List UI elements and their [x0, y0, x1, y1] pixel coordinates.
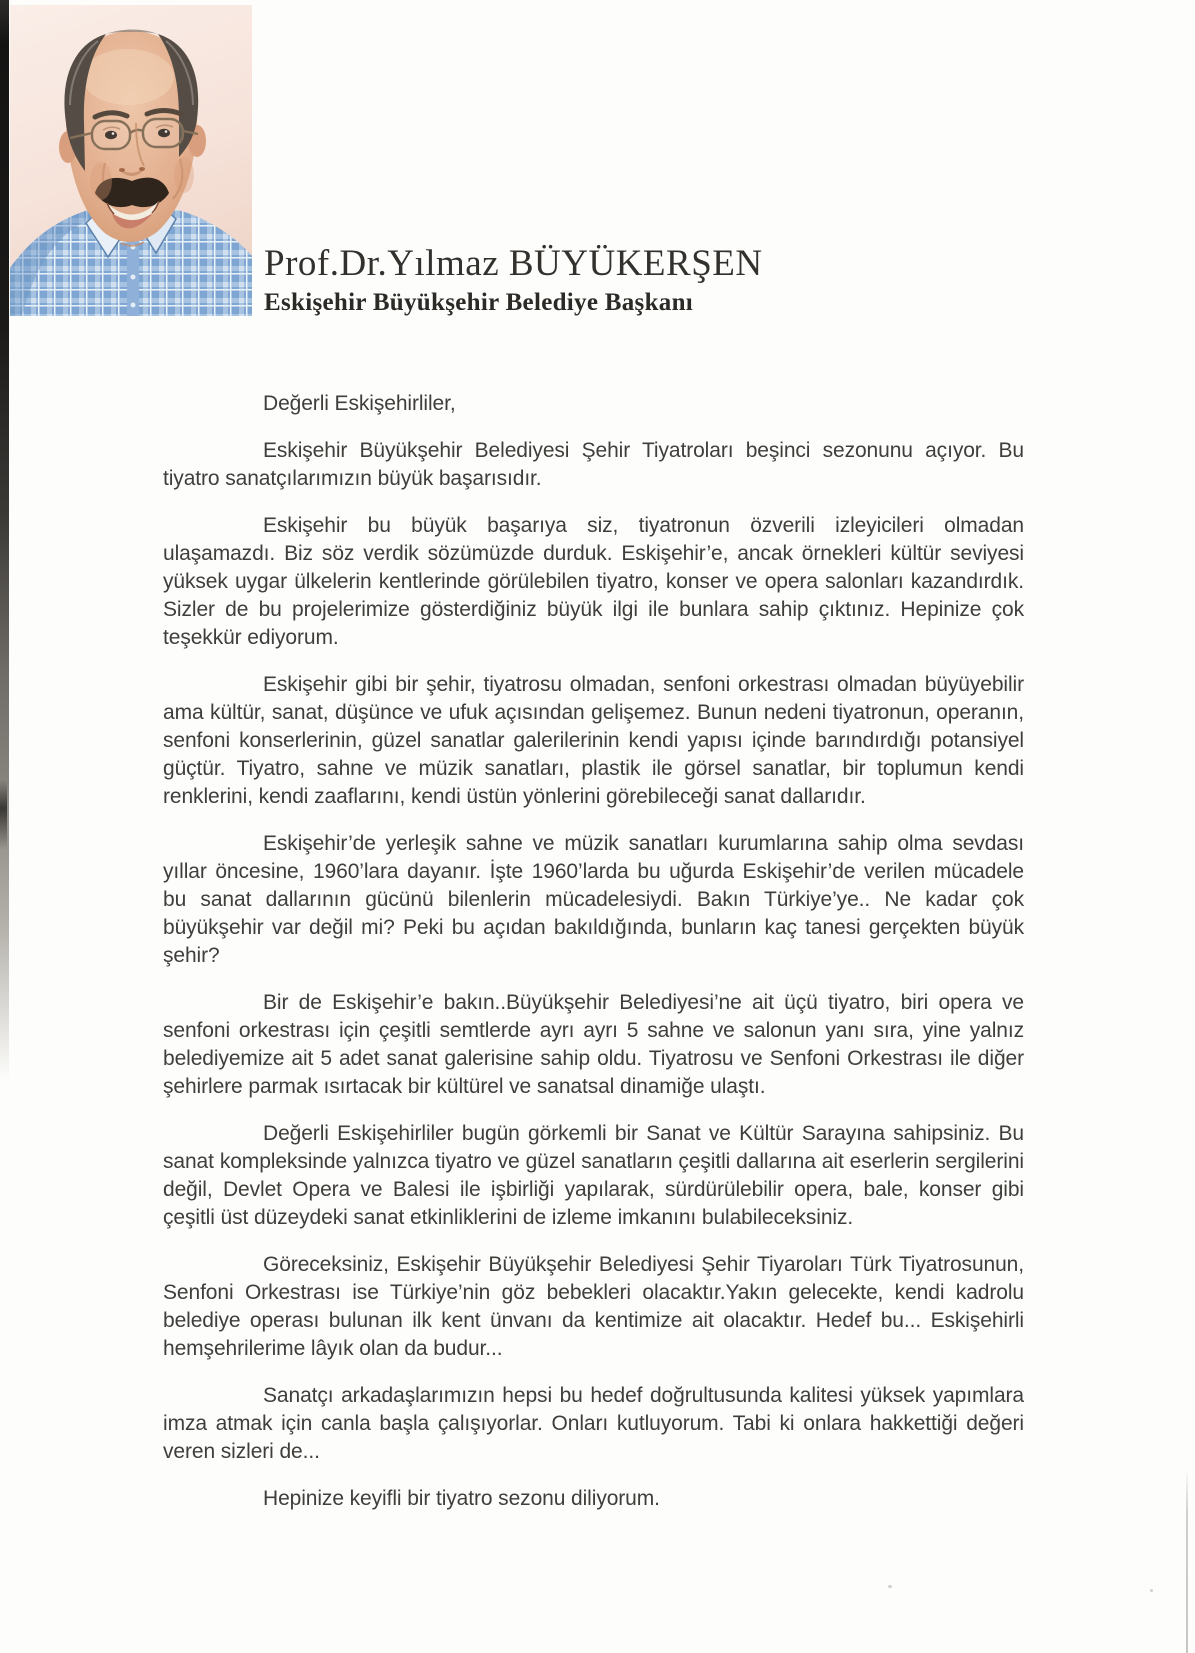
- letter-paragraph-8: Sanatçı arkadaşlarımızın hepsi bu hedef doğrultusunda kalitesi yüksek yapımlara imza atmak için canla başla çalışıyorlar. Onları kutluyorum. Tabi ki onlara hakkettiği değeri veren sizleri de...: [163, 1384, 1024, 1463]
- author-name: Prof.Dr.Yılmaz BÜYÜKERŞEN: [264, 243, 763, 284]
- header-titles: [264, 243, 763, 318]
- letter-body: [163, 390, 1024, 1513]
- mayor-portrait-photo: [10, 5, 252, 316]
- salutation: Değerli Eskişehirliler,: [263, 392, 456, 415]
- closing-line: Hepinize keyifli bir tiyatro sezonu diliyorum.: [263, 1487, 660, 1510]
- letter-paragraph-3: Eskişehir gibi bir şehir, tiyatrosu olmadan, senfoni orkestrası olmadan büyüyebilir ama kültür, sanat, düşünce ve ufuk açısından gelişemez. Bunun nedeni tiyatronun, operanın, senfoni konserlerinin, güzel sanatlar galerilerinin kendi yapısı içinde barındırdığı potansiyel güçtür. Tiyatro, sahne ve müzik sanatları, plastik ile görsel sanatlar, bir toplumun kendi renklerini, kendi zaaflarını, kendi üstün yönlerini görebileceği sanat dallarıdır.: [163, 673, 1024, 808]
- letter-paragraph-5: Bir de Eskişehir’e bakın..Büyükşehir Belediyesi’ne ait üçü tiyatro, biri opera ve senfoni orkestrası için çeşitli semtlerde ayrı ayrı 5 sahne ve salonun yanı sıra, yine yalnız belediyemize ait 5 adet sanat galerisine sahip oldu. Tiyatrosu ve Senfoni Orkestrası ile diğer şehirlere parmak ısırtacak bir kültürel ve sanatsal dinamiğe ulaştı.: [163, 991, 1024, 1098]
- mayor-portrait-illustration: [10, 5, 252, 316]
- author-role: Eskişehir Büyükşehir Belediye Başkanı: [264, 289, 694, 316]
- scan-edge-artifact-right: [1186, 1468, 1188, 1653]
- letter-paragraph-7: Göreceksiniz, Eskişehir Büyükşehir Belediyesi Şehir Tiyaroları Türk Tiyatrosunun, Senfoni Orkestrası ise Türkiye’nin göz bebekleri olacaktır.Yakın gelecekte, kendi kadrolu belediye operası bulunan ilk kent ünvanı da kentimize ait olacaktır. Hedef bu... Eskişehirli hemşehrilerime lâyık olan da budur...: [163, 1253, 1024, 1360]
- letter-paragraph-1: Eskişehir Büyükşehir Belediyesi Şehir Tiyatroları beşinci sezonunu açıyor. Bu tiyatro sanatçılarımızın büyük başarısıdır.: [163, 439, 1024, 490]
- letter-paragraph-4: Eskişehir’de yerleşik sahne ve müzik sanatları kurumlarına sahip olma sevdası yıllar öncesine, 1960’lara dayanır. İşte 1960’larda bu uğurda Eskişehir’de verilen mücadele bu sanat dallarının gücünü bilenlerin mücadelesiydi. Bakın Türkiye’ye.. Ne kadar çok büyükşehir var değil mi? Peki bu açıdan bakıldığında, bunların kaç tanesi gerçekten büyük şehir?: [163, 832, 1024, 967]
- scan-edge-artifact-left: [0, 0, 9, 1080]
- scan-edge-blob: [0, 780, 7, 850]
- letter-paragraph-6: Değerli Eskişehirliler bugün görkemli bir Sanat ve Kültür Sarayına sahipsiniz. Bu sanat kompleksinde yalnızca tiyatro ve güzel sanatların çeşitli dallarına ait eserlerin sergilerini değil, Devlet Opera ve Balesi ile işbirliği yapılarak, sürdürülebilir opera, bale, konser gibi çeşitli üst düzeydeki sanat etkinliklerini de izleme imkanını bulabileceksiniz.: [163, 1122, 1024, 1229]
- letter-paragraph-2: Eskişehir bu büyük başarıya siz, tiyatronun özverili izleyicileri olmadan ulaşamazdı. Biz söz verdik sözümüzde durduk. Eskişehir’e, ancak örnekleri kültür seviyesi yüksek uygar ülkelerin kentlerinde görülebilen tiyatro, konser ve opera salonları kazandırdık. Sizler de bu projelerimize gösterdiğiniz büyük ilgi ile bunlara sahip çıktınız. Hepinize çok teşekkür ediyorum.: [163, 514, 1024, 649]
- scan-speck: [1150, 1589, 1153, 1592]
- scan-speck: [888, 1585, 892, 1588]
